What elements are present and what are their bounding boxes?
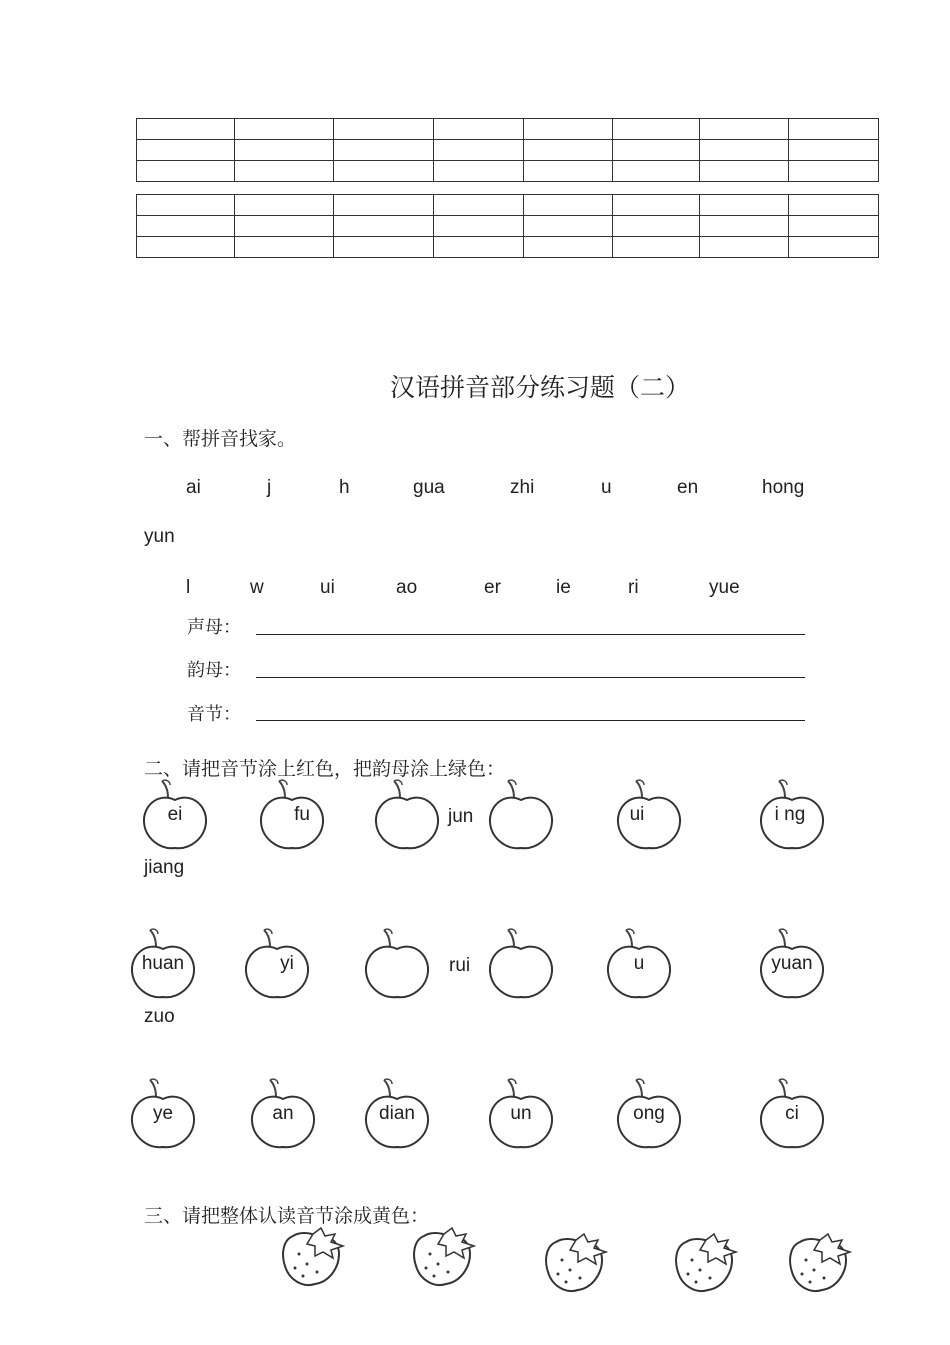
apple-label: ei: [167, 804, 183, 825]
apple-label: an: [272, 1103, 294, 1124]
blank-grid-bottom: [136, 194, 879, 258]
apple-icon[interactable]: [362, 1075, 432, 1151]
apple-label: fu: [294, 804, 310, 825]
apple-icon[interactable]: [757, 925, 827, 1001]
section3-heading: 三、请把整体认读音节涂成黄色：: [144, 1205, 430, 1227]
pinyin-item: zuo: [144, 1006, 175, 1027]
apple-label: i ng: [774, 804, 806, 825]
blank-grid-top: [136, 118, 879, 182]
pinyin-item: w: [250, 577, 264, 598]
pinyin-item: hong: [762, 477, 805, 498]
pinyin-item: en: [677, 477, 699, 498]
pinyin-item: gua: [413, 477, 445, 498]
answer-line-yinjie[interactable]: [256, 720, 805, 721]
label-shengmu: 声母：: [187, 617, 241, 638]
apple-label: un: [510, 1103, 532, 1124]
apple-icon[interactable]: [128, 925, 198, 1001]
pinyin-item: ao: [396, 577, 418, 598]
apple-icon[interactable]: [614, 1075, 684, 1151]
label-yunmu: 韵母：: [187, 660, 241, 681]
section2-heading: 二、请把音节涂上红色，把韵母涂上绿色：: [144, 758, 506, 780]
apple-label: ci: [785, 1103, 799, 1124]
apple-label: ye: [152, 1103, 174, 1124]
apple-icon[interactable]: [372, 776, 442, 852]
apple-icon[interactable]: [614, 776, 684, 852]
apple-icon[interactable]: [757, 1075, 827, 1151]
apple-icon[interactable]: [257, 776, 327, 852]
pinyin-item: u: [601, 477, 612, 498]
apple-icon[interactable]: [248, 1075, 318, 1151]
answer-line-yunmu[interactable]: [256, 677, 805, 678]
apple-icon[interactable]: [242, 925, 312, 1001]
apple-icon[interactable]: [140, 776, 210, 852]
apple-label: u: [633, 953, 645, 974]
pinyin-item: h: [339, 477, 350, 498]
pinyin-item: ie: [556, 577, 571, 598]
pinyin-item: l: [186, 577, 191, 598]
strawberry-icon[interactable]: [664, 1230, 754, 1296]
pinyin-item: ai: [186, 477, 201, 498]
strawberry-icon[interactable]: [271, 1224, 361, 1290]
pinyin-item: ui: [320, 577, 335, 598]
apple-label: yi: [280, 953, 294, 974]
strawberry-icon[interactable]: [778, 1230, 868, 1296]
apple-icon[interactable]: [604, 925, 674, 1001]
strawberry-icon[interactable]: [534, 1230, 624, 1296]
apple-label: yuan: [771, 953, 813, 974]
apple-icon[interactable]: [128, 1075, 198, 1151]
pinyin-item: jiang: [144, 857, 185, 878]
pinyin-item: yue: [709, 577, 740, 598]
label-yinjie: 音节：: [187, 704, 241, 725]
pinyin-item: ri: [628, 577, 639, 598]
apple-icon[interactable]: [757, 776, 827, 852]
apple-icon[interactable]: [362, 925, 432, 1001]
page-title: 汉语拼音部分练习题（二）: [389, 373, 690, 402]
answer-line-shengmu[interactable]: [256, 634, 805, 635]
pinyin-item: er: [484, 577, 501, 598]
pinyin-item: jun: [448, 806, 474, 827]
pinyin-item: yun: [144, 526, 175, 547]
pinyin-item: rui: [449, 955, 471, 976]
apple-label: ong: [633, 1103, 665, 1124]
pinyin-item: zhi: [510, 477, 535, 498]
apple-icon[interactable]: [486, 1075, 556, 1151]
apple-icon[interactable]: [486, 925, 556, 1001]
apple-icon[interactable]: [486, 776, 556, 852]
strawberry-icon[interactable]: [402, 1224, 492, 1290]
apple-label: ui: [629, 804, 645, 825]
apple-label: huan: [141, 953, 185, 974]
section1-heading: 一、帮拼音找家。: [144, 428, 297, 450]
apple-label: dian: [379, 1103, 415, 1124]
pinyin-item: j: [267, 477, 272, 498]
